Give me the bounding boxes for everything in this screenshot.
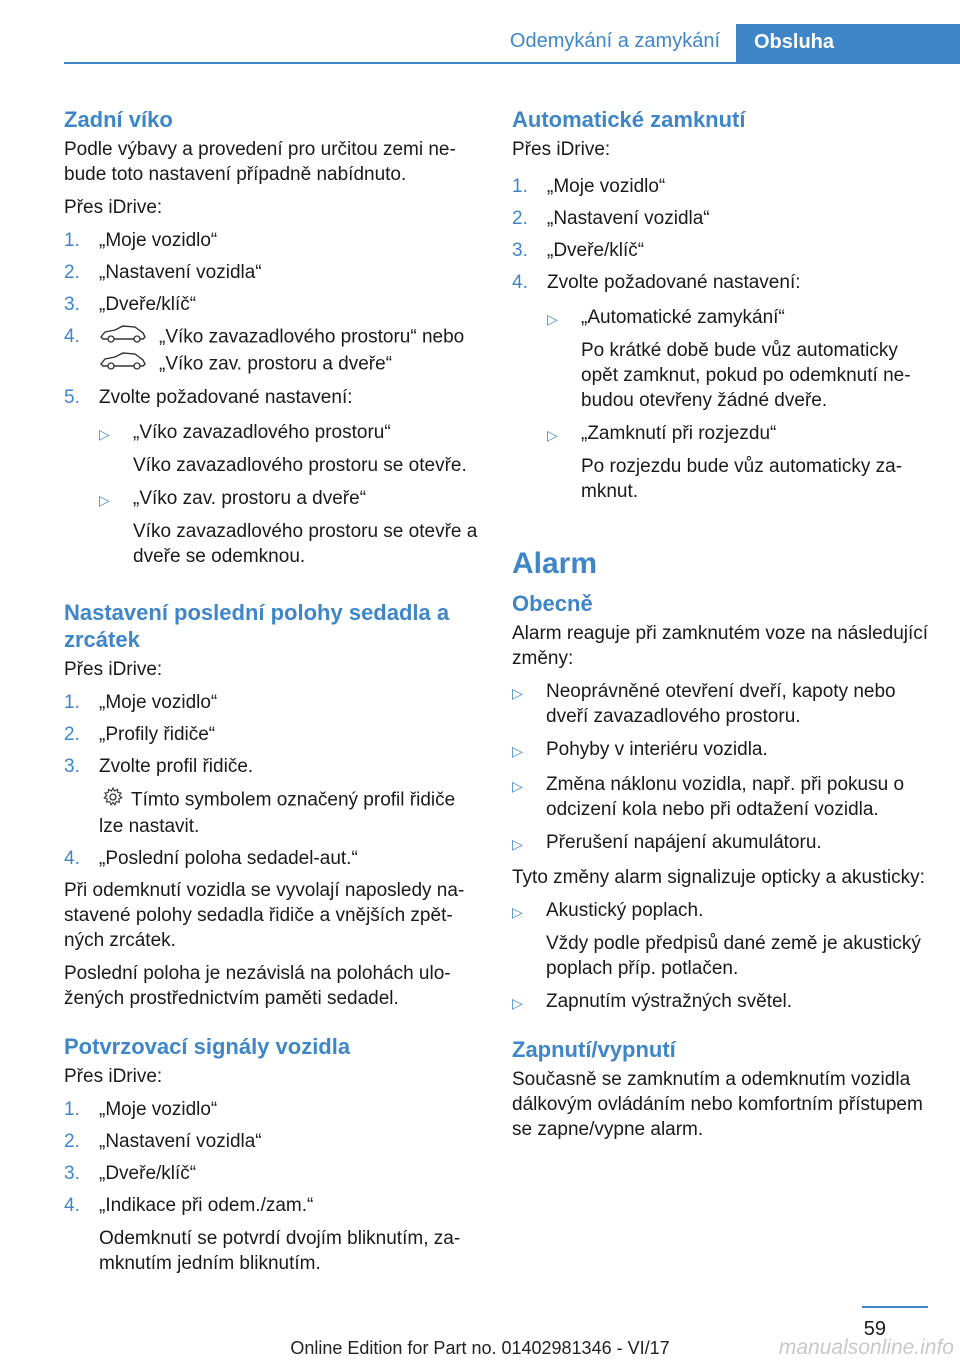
bullet-item (512, 989, 930, 1016)
bullet-triangle-icon: ▷ (99, 492, 110, 508)
list-item (64, 1097, 478, 1122)
bullet-triangle-icon: ▷ (512, 743, 523, 759)
list-number: 1. (64, 230, 80, 251)
list-item-text: „Profily řidiče“ (99, 724, 216, 745)
bullet-text: Pohyby v interiéru vozidla. (546, 739, 768, 760)
list-item (64, 260, 478, 285)
section-title: Obecně (512, 591, 593, 616)
bullet-item (99, 420, 478, 478)
section-title: Zapnutí/vypnutí (512, 1037, 676, 1062)
bullet-text: „Víko zav. prostoru a dveře“ (133, 488, 367, 509)
bullet-item (512, 898, 930, 981)
list-item-text: „Moje vozidlo“ (99, 1099, 218, 1120)
list-number: 4. (64, 326, 80, 347)
list-number: 2. (64, 262, 80, 283)
bullet-triangle-icon: ▷ (512, 836, 523, 852)
list-item (64, 385, 478, 577)
gear-icon (103, 787, 123, 814)
bullet-item (512, 772, 930, 822)
paragraph: Podle výbavy a provedení pro určitou zemi nebude toto nastavení případně nabídnuto. (64, 139, 456, 185)
list-item (64, 722, 478, 747)
list-item (512, 174, 930, 199)
bullet-text: Zapnutím výstražných světel. (546, 991, 793, 1012)
list-item (64, 690, 478, 715)
right-column (512, 98, 930, 1150)
list-item (64, 324, 478, 378)
paragraph: Přes iDrive: (64, 1066, 163, 1087)
list-number: 2. (64, 724, 80, 745)
bullet-list (547, 305, 930, 504)
bullet-list (512, 898, 930, 1016)
numbered-list (64, 1097, 478, 1276)
watermark: manualsonline.info (778, 1336, 954, 1359)
bullet-list (99, 420, 478, 569)
list-item-text: „Víko zavazadlového prostoru“ nebo (159, 326, 465, 348)
list-item (512, 206, 930, 231)
bullet-subtext: Vždy podle předpisů dané země je akustický poplach příp. potlačen. (546, 933, 921, 979)
list-number: 3. (64, 294, 80, 315)
section-title: Automatické zamknutí (512, 107, 746, 132)
bullet-item (512, 737, 930, 764)
footer-rule (862, 1306, 928, 1308)
bullet-text: Změna náklonu vozidla, např. při pokusu o odcizení kola nebo při odtažení vozidla. (546, 774, 905, 820)
bullet-item (547, 421, 930, 504)
bullet-subtext: Po krátké době bude vůz automaticky opět zamknut, pokud po odemknutí nebudou otevřeny žádné dveře. (581, 340, 911, 411)
bullet-triangle-icon: ▷ (99, 426, 110, 442)
list-item (64, 1161, 478, 1186)
bullet-triangle-icon: ▷ (547, 427, 558, 443)
numbered-list (64, 690, 478, 871)
bullet-text: „Automatické zamykání“ (581, 307, 785, 328)
bullet-text: Přerušení napájení akumulátoru. (546, 832, 822, 853)
list-item-text: „Dveře/klíč“ (99, 294, 197, 315)
chapter-title: Alarm (512, 547, 598, 580)
list-item (64, 846, 478, 871)
bullet-text: Akustický poplach. (546, 900, 704, 921)
paragraph: Poslední poloha je nezávislá na polohách uložených prostřednictvím paměti sedadel. (64, 963, 451, 1009)
list-item (512, 270, 930, 512)
list-item-text: „Moje vozidlo“ (99, 692, 218, 713)
bullet-text: Neoprávněné otevření dveří, kapoty nebo dveří zavazadlového prostoru. (546, 681, 896, 727)
section-title: Zadní víko (64, 107, 173, 132)
section-title: Potvrzovací signály vozidla (64, 1034, 351, 1059)
paragraph: Přes iDrive: (512, 139, 611, 160)
numbered-list (512, 174, 930, 512)
bullet-text: „Zamknutí při rozjezdu“ (581, 423, 777, 444)
list-item (64, 754, 478, 839)
list-number: 4. (64, 848, 80, 869)
bullet-subtext: Víko zavazadlového prostoru se otevře. (133, 455, 467, 476)
list-item-text: „Indikace při odem./zam.“ (99, 1195, 314, 1216)
list-item (512, 238, 930, 263)
bullet-triangle-icon: ▷ (512, 904, 523, 920)
page-number: 59 (863, 1318, 886, 1340)
paragraph: Současně se zamknutím a odemknutím vozidla dálkovým ovládáním nebo komfortním přístupem se zapne/vypne alarm. (512, 1069, 923, 1140)
paragraph: Tyto změny alarm signalizuje opticky a akusticky: (512, 867, 925, 888)
paragraph: Přes iDrive: (64, 659, 163, 680)
list-item-text: „Dveře/klíč“ (547, 240, 645, 261)
list-item-subtext: Tímto symbolem označený profil řidiče lze nastavit. (99, 789, 456, 837)
bullet-item (512, 830, 930, 857)
list-number: 3. (512, 240, 528, 261)
bullet-item (99, 486, 478, 569)
list-item-text: „Nastavení vozidla“ (99, 1131, 262, 1152)
list-item (64, 292, 478, 317)
list-item-subtext: Odemknutí se potvrdí dvojím bliknutím, zamknutím jedním bliknutím. (99, 1228, 461, 1274)
list-number: 1. (64, 1099, 80, 1120)
list-item-text: „Moje vozidlo“ (99, 230, 218, 251)
bullet-subtext: Po rozjezdu bude vůz automaticky zamknut. (581, 456, 903, 502)
bullet-item (547, 305, 930, 413)
car-tailgate-doors-icon (99, 351, 147, 378)
footer-edition: Online Edition for Part no. 01402981346 - VI/17 (290, 1338, 670, 1358)
list-number: 2. (512, 208, 528, 229)
page-header (64, 24, 960, 64)
left-column (64, 98, 478, 1283)
list-item-text: Zvolte profil řidiče. (99, 756, 254, 777)
paragraph: Při odemknutí vozidla se vyvolají naposledy nastavené polohy sedadla řidiče a vnějších zpětných zrcátek. (64, 880, 465, 951)
list-number: 4. (512, 272, 528, 293)
section-tab: Obsluha (736, 24, 960, 62)
list-number: 1. (64, 692, 80, 713)
bullet-subtext: Víko zavazadlového prostoru se otevře a dveře se odemknou. (133, 521, 478, 567)
bullet-list (512, 679, 930, 857)
bullet-triangle-icon: ▷ (512, 778, 523, 794)
paragraph: Přes iDrive: (64, 197, 163, 218)
list-item (64, 228, 478, 253)
list-item-text: „Nastavení vozidla“ (547, 208, 710, 229)
breadcrumb: Odemykání a zamykání (509, 30, 720, 52)
list-item-text: Zvolte požadované nastavení: (99, 387, 353, 408)
paragraph: Alarm reaguje při zamknutém voze na následující změny: (512, 623, 929, 669)
list-item-text: „Dveře/klíč“ (99, 1163, 197, 1184)
list-number: 3. (64, 756, 80, 777)
section-title: Nastavení poslední polohy sedadla a zrcátek (64, 600, 450, 652)
list-number: 4. (64, 1195, 80, 1216)
list-item-text: Zvolte požadované nastavení: (547, 272, 801, 293)
list-item (64, 1129, 478, 1154)
list-item (64, 1193, 478, 1276)
bullet-triangle-icon: ▷ (547, 311, 558, 327)
list-number: 2. (64, 1131, 80, 1152)
car-tailgate-icon (99, 324, 147, 351)
list-item-text: „Víko zav. prostoru a dveře“ (159, 353, 393, 375)
bullet-item (512, 679, 930, 729)
list-item-text: „Poslední poloha sedadel-aut.“ (99, 848, 358, 869)
bullet-triangle-icon: ▷ (512, 685, 523, 701)
list-number: 3. (64, 1163, 80, 1184)
bullet-text: „Víko zavazadlového prostoru“ (133, 422, 391, 443)
list-item-text: „Moje vozidlo“ (547, 176, 666, 197)
list-item-text: „Nastavení vozidla“ (99, 262, 262, 283)
list-number: 1. (512, 176, 528, 197)
bullet-triangle-icon: ▷ (512, 995, 523, 1011)
numbered-list (64, 228, 478, 577)
list-number: 5. (64, 387, 80, 408)
